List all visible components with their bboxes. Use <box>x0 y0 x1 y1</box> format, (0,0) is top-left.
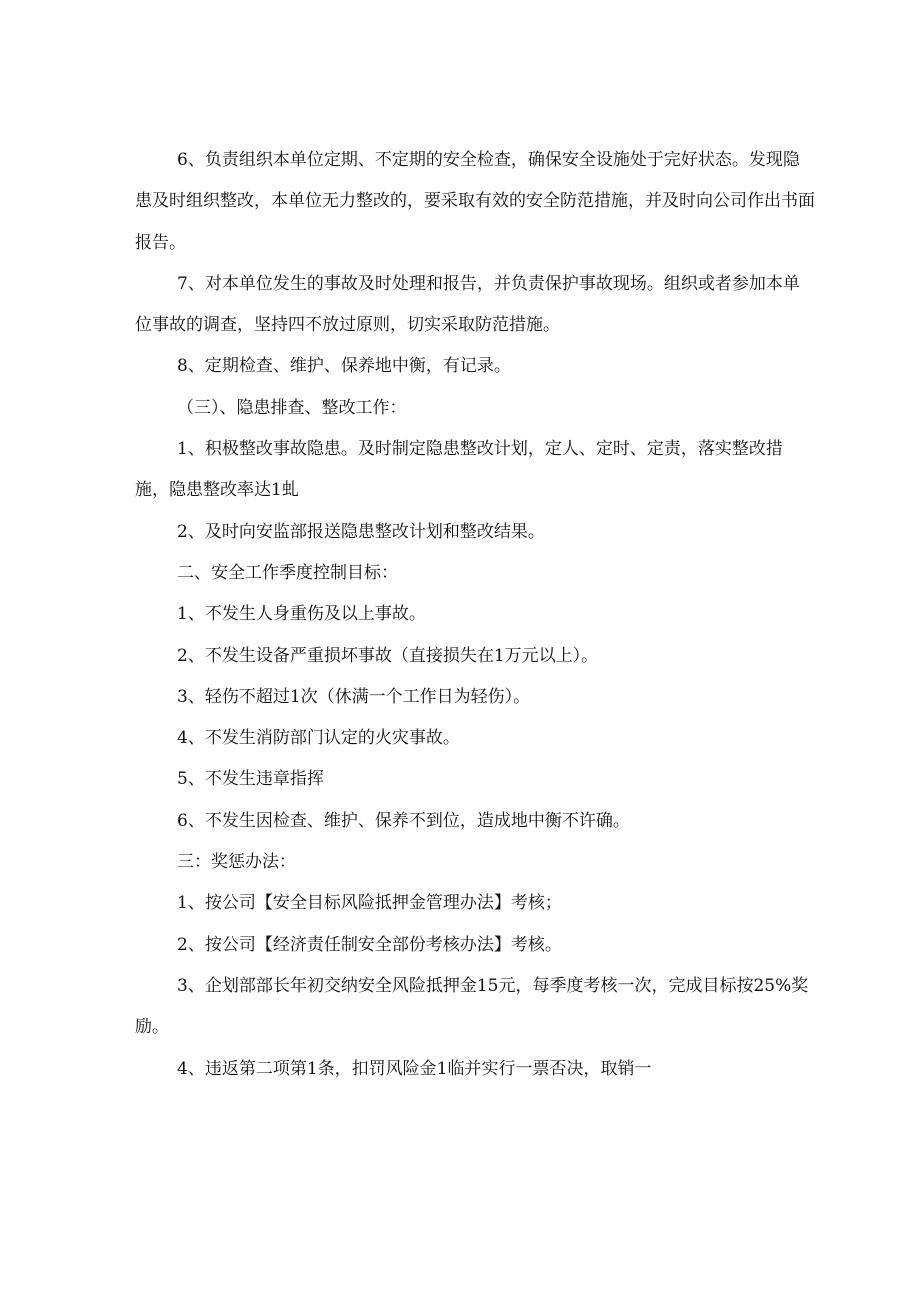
paragraph-target-2: 2、不发生设备严重损坏事故（直接损失在1万元以上）。 <box>177 645 599 666</box>
paragraph-reward-1: 1、按公司【安全目标风险抵押金管理办法】考核； <box>177 893 562 914</box>
document-body <box>135 140 815 1090</box>
paragraph-target-5: 5、不发生违章指挥 <box>177 769 324 790</box>
paragraph-duty-8: 8、定期检查、维护、保养地中衡，有记录。 <box>177 356 511 377</box>
paragraph-duty-6: 6、负责组织本单位定期、不定期的安全检查，确保安全设施处于完好状态。发现隐患及时组织整改，本单位无力整改的，要采取有效的安全防范措施，并及时向公司作出书面报告。 <box>135 150 815 253</box>
paragraph-duty-7: 7、对本单位发生的事故及时处理和报告，并负责保护事故现场。组织或者参加本单位事故的调查，坚持四不放过原则，切实采取防范措施。 <box>135 273 800 336</box>
paragraph-hazard-1: 1、积极整改事故隐患。及时制定隐患整改计划，定人、定时、定责，落实整改措施，隐患整改率达1虬 <box>135 439 783 501</box>
paragraph-target-3: 3、轻伤不超过1次（休满一个工作日为轻伤）。 <box>177 686 531 707</box>
paragraph-reward-3: 3、企划部部长年初交纳安全风险抵押金15元，每季度考核一次，完成目标按25%奖励。 <box>135 975 809 1038</box>
paragraph-reward-2: 2、按公司【经济责任制安全部份考核办法】考核。 <box>177 934 562 955</box>
paragraph-target-4: 4、不发生消防部门认定的火灾事故。 <box>177 728 460 749</box>
section-heading-hazard: （三）、隐患排查、整改工作： <box>177 397 407 418</box>
paragraph-hazard-2: 2、及时向安监部报送隐患整改计划和整改结果。 <box>177 521 545 542</box>
paragraph-target-6: 6、不发生因检查、维护、保养不到位，造成地中衡不许确。 <box>177 810 630 831</box>
paragraph-reward-4: 4、违返第二项第1条，扣罚风险金1临并实行一票否决，取销一 <box>177 1058 652 1079</box>
paragraph-target-1: 1、不发生人身重伤及以上事故。 <box>177 604 426 625</box>
section-heading-rewards: 三：奖惩办法： <box>177 852 296 873</box>
section-heading-targets: 二、安全工作季度控制目标： <box>177 562 398 583</box>
